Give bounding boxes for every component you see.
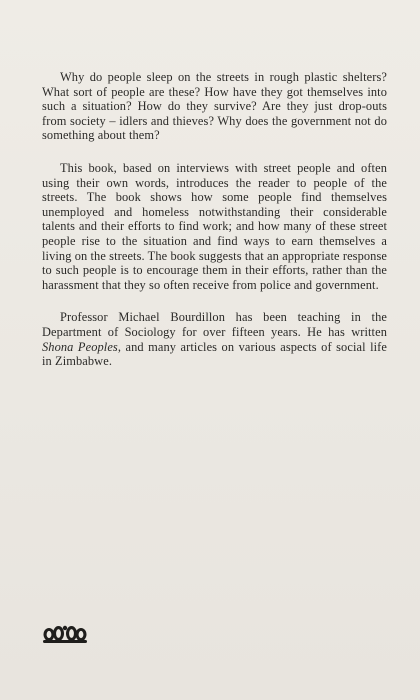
book-title-shona-peoples: Shona Peoples (42, 339, 118, 354)
author-bio-text-after-title: , and many articles on various aspects of social life in Zimbabwe. (42, 339, 387, 369)
author-bio-text-before-title: Professor Michael Bourdillon has been teaching in the Department of Sociology for over fifteen years. He has written (42, 310, 387, 339)
author-bio-paragraph (42, 310, 387, 368)
publisher-crown-logo-icon (42, 624, 88, 644)
blurb-paragraph-questions: Why do people sleep on the streets in rough plastic shelters? What sort of people are these? How have they got themselves into such a situation? How do they survive? Are they just drop-outs from society – idlers and thieves? Why does the government not do something about them? (42, 70, 387, 143)
blurb-paragraph-book-description: This book, based on interviews with street people and often using their own words, introduces the reader to people of the streets. The book shows how some people find themselves unemployed and homeless notwithstanding their considerable talents and their efforts to find work; and how many of these street people rise to the situation and find ways to earn themselves a living on the streets. The book suggests that an appropriate response to such people is to encourage them in their efforts, rather than the harassment that they so often receive from police and government. (42, 160, 387, 292)
blurb-text-block (42, 70, 387, 387)
